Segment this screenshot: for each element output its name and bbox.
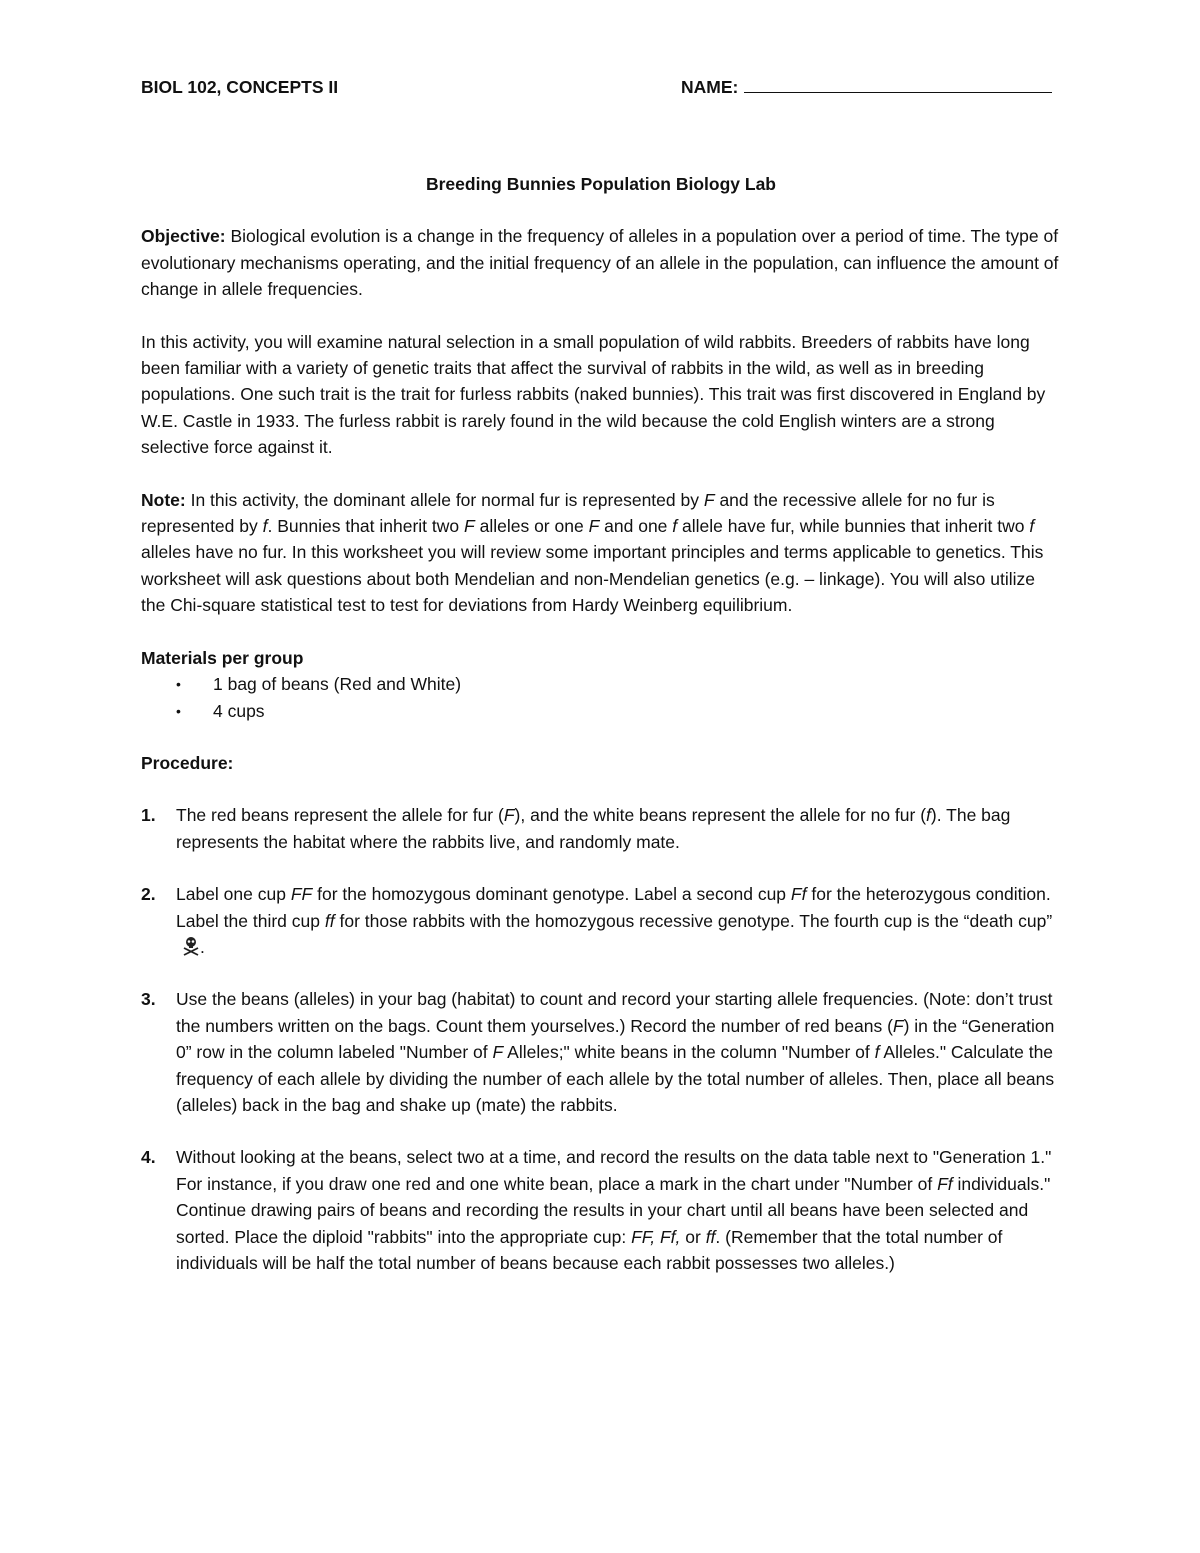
- bullet-icon: •: [176, 702, 181, 719]
- procedure-step-2: 2. Label one cup FF for the homozygous dominant genotype. Label a second cup Ff for the heterozygous condition. Label the third cup ff for those rabbits with the homozygous recessive genotype. The fourth cup is the “death cup”.: [141, 884, 1053, 957]
- procedure-step-4: 4. Without looking at the beans, select two at a time, and record the results on the data table next to "Generation 1." For instance, if you draw one red and one white bean, place a mark in the chart under "Number of Ff individuals." Continue drawing pairs of beans and recording the results in your chart until all beans have been selected and sorted. Place the diploid "rabbits" into the appropriate cup: FF, Ff, or ff. (Remember that the total number of individuals will be half the total number of beans because each rabbit possesses two alleles.): [141, 1147, 1052, 1273]
- procedure-heading: Procedure:: [141, 752, 234, 773]
- name-field[interactable]: [681, 74, 1052, 100]
- skull-crossbones-icon: [182, 936, 200, 956]
- list-item: • 4 cups: [141, 698, 1061, 724]
- lab-title: Breeding Bunnies Population Biology Lab: [425, 174, 776, 194]
- objective-label: Objective:: [141, 226, 226, 247]
- bullet-icon: •: [176, 676, 181, 693]
- course-title: BIOL 102, CONCEPTS II: [141, 77, 339, 97]
- worksheet-body: [141, 171, 1061, 1302]
- objective-paragraph: [141, 223, 1061, 302]
- materials-list: [141, 671, 1061, 724]
- note-label: Note:: [141, 489, 186, 510]
- page-header: [141, 74, 1059, 100]
- procedure-step-1: 1. The red beans represent the allele for fur (F), and the white beans represent the allele for no fur (f). The bag represents the habitat where the rabbits live, and randomly mate.: [141, 805, 1011, 852]
- procedure-step-3: 3. Use the beans (alleles) in your bag (habitat) to count and record your starting allele frequencies. (Note: don’t trust the numbers written on the bags. Count them yourselves.) Record the number of red beans (F) in the “Generation 0” row in the column labeled "Number of F Alleles;" white beans in the column "Number of f Alleles." Calculate the frequency of each allele by dividing the number of each allele by the total number of alleles. Then, place all beans (alleles) back in the bag and shake up (mate) the rabbits.: [141, 989, 1055, 1115]
- objective-text: Biological evolution is a change in the frequency of alleles in a population over a period of time. The type of evolutionary mechanisms operating, and the initial frequency of an allele in the population, can influence the amount of change in allele frequencies.: [141, 226, 1059, 300]
- name-label: NAME:: [681, 77, 739, 97]
- procedure-steps: [141, 802, 1061, 1276]
- note-paragraph: Note: In this activity, the dominant allele for normal fur is represented by F and the recessive allele for no fur is represented by f. Bunnies that inherit two F alleles or one F and one f allele have fur, while bunnies that inherit two f alleles have no fur. In this worksheet you will review some important principles and terms applicable to genetics. This worksheet will ask questions about both Mendelian and non-Mendelian genetics (e.g. – linkage). You will also utilize the Chi-square statistical test to test for deviations from Hardy Weinberg equilibrium.: [141, 489, 1044, 616]
- name-blank-line[interactable]: [744, 74, 1052, 93]
- materials-heading: Materials per group: [141, 647, 304, 668]
- intro-paragraph: In this activity, you will examine natural selection in a small population of wild rabbits. Breeders of rabbits have long been familiar with a variety of genetic traits that affect the survival of rabbits in the wild, as well as in breeding populations. One such trait is the trait for furless rabbits (naked bunnies). This trait was first discovered in England by W.E. Castle in 1933. The furless rabbit is rarely found in the wild because the cold English winters are a strong selective force against it.: [141, 331, 1046, 458]
- list-item: • 1 bag of beans (Red and White): [141, 671, 1061, 697]
